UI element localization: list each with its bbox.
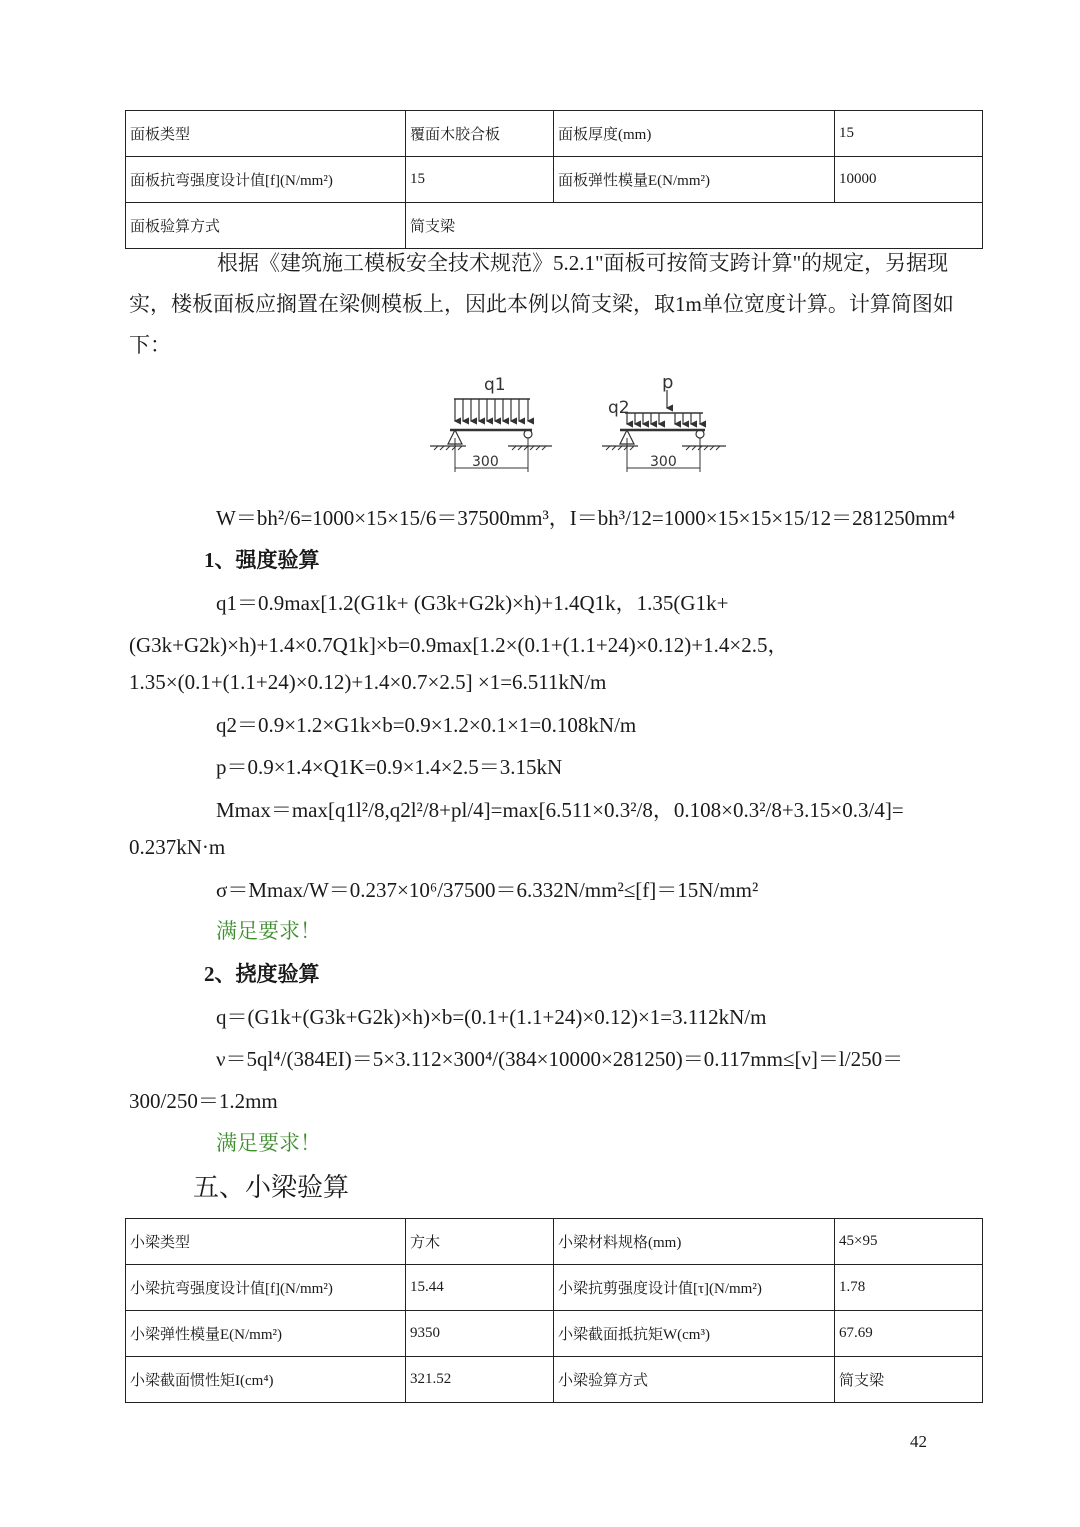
table-cell: 小梁截面惯性矩I(cm⁴) (126, 1357, 406, 1403)
table-cell: 面板弹性模量E(N/mm²) (554, 157, 835, 203)
table-cell: 67.69 (835, 1311, 983, 1357)
simple-beam-diagram-2 (602, 372, 726, 472)
strength-ok-text: 满足要求！ (216, 919, 321, 943)
table-row (126, 203, 983, 249)
table-cell: 覆面木胶合板 (406, 111, 554, 157)
strength-check-heading: 1、强度验算 (204, 548, 320, 572)
q1-formula-line-3: 1.35×(0.1+(1.1+24)×0.12)+1.4×0.7×2.5] ×1=6.511kN/m (129, 670, 607, 694)
table-cell: 面板抗弯强度设计值[f](N/mm²) (126, 157, 406, 203)
intro-paragraph: 根据《建筑施工模板安全技术规范》5.2.1"面板可按简支跨计算"的规定，另据现实，楼板面板应搁置在梁侧模板上，因此本例以简支梁，取1m单位宽度计算。计算简图如下： (129, 251, 954, 357)
span-label-2: 300 (650, 454, 677, 470)
deflection-formula-line-2: 300/250＝1.2mm (129, 1089, 278, 1113)
table-cell: 15 (406, 157, 554, 203)
table-cell: 15 (835, 111, 983, 157)
table-cell: 小梁材料规格(mm) (554, 1219, 835, 1265)
table-row (126, 1311, 983, 1357)
simple-beam-diagram-1 (430, 375, 552, 472)
mmax-formula-line-1: Mmax＝max[q1l²/8,q2l²/8+pl/4]=max[6.511×0.3²/8，0.108×0.3²/8+3.15×0.3/4]= (216, 798, 904, 822)
q-formula: q＝(G1k+(G3k+G2k)×h)×b=(0.1+(1.1+24)×0.12)×1=3.112kN/m (216, 1005, 767, 1029)
table-row (126, 1357, 983, 1403)
table-row (126, 1265, 983, 1311)
distributed-load-arrows (627, 413, 700, 424)
table-cell: 小梁弹性模量E(N/mm²) (126, 1311, 406, 1357)
small-beam-spec-table (125, 1218, 983, 1403)
table-cell: 321.52 (406, 1357, 554, 1403)
panel-spec-table (125, 110, 983, 249)
p-formula: p＝0.9×1.4×Q1K=0.9×1.4×2.5＝3.15kN (216, 755, 563, 779)
deflection-ok-text: 满足要求！ (216, 1131, 321, 1155)
span-label-1: 300 (472, 454, 499, 470)
mmax-formula-line-2: 0.237kN·m (129, 835, 226, 859)
table-cell: 方木 (406, 1219, 554, 1265)
stress-formula: σ＝Mmax/W＝0.237×10⁶/37500＝6.332N/mm²≤[f]＝15N/mm² (216, 878, 759, 902)
table-cell: 1.78 (835, 1265, 983, 1311)
calculation-diagram (420, 368, 740, 478)
table-cell: 小梁类型 (126, 1219, 406, 1265)
page-number: 42 (910, 1432, 927, 1451)
section-heading: 五、小梁验算 (193, 1173, 350, 1202)
deflection-check-heading: 2、挠度验算 (204, 962, 320, 986)
table-cell: 面板验算方式 (126, 203, 406, 249)
table-cell: 面板厚度(mm) (554, 111, 835, 157)
table-cell: 小梁验算方式 (554, 1357, 835, 1403)
table-cell: 面板类型 (126, 111, 406, 157)
load-label-q1: q1 (484, 375, 506, 395)
point-load-label-p: p (662, 372, 674, 393)
q1-formula-line-1: q1＝0.9max[1.2(G1k+ (G3k+G2k)×h)+1.4Q1k，1.35(G1k+ (216, 591, 729, 615)
table-cell: 小梁抗剪强度设计值[τ](N/mm²) (554, 1265, 835, 1311)
table-cell: 简支梁 (406, 203, 983, 249)
table-cell: 小梁截面抵抗矩W(cm³) (554, 1311, 835, 1357)
load-label-q2: q2 (608, 398, 630, 418)
table-cell: 15.44 (406, 1265, 554, 1311)
distributed-load-arrows (455, 399, 528, 421)
section-modulus-formula: W＝bh²/6=1000×15×15/6＝37500mm³，I＝bh³/12=1000×15×15×15/12＝281250mm⁴ (216, 506, 956, 530)
q1-formula-line-2: (G3k+G2k)×h)+1.4×0.7Q1k]×b=0.9max[1.2×(0.1+(1.1+24)×0.12)+1.4×2.5， (129, 633, 789, 657)
table-cell: 简支梁 (835, 1357, 983, 1403)
q2-formula: q2＝0.9×1.2×G1k×b=0.9×1.2×0.1×1=0.108kN/m (216, 713, 637, 737)
deflection-formula-line-1: ν＝5ql⁴/(384EI)＝5×3.112×300⁴/(384×10000×281250)＝0.117mm≤[ν]＝l/250＝ (216, 1047, 904, 1071)
table-row (126, 1219, 983, 1265)
table-row (126, 111, 983, 157)
table-cell: 45×95 (835, 1219, 983, 1265)
table-cell: 小梁抗弯强度设计值[f](N/mm²) (126, 1265, 406, 1311)
table-cell: 9350 (406, 1311, 554, 1357)
table-row (126, 157, 983, 203)
table-cell: 10000 (835, 157, 983, 203)
